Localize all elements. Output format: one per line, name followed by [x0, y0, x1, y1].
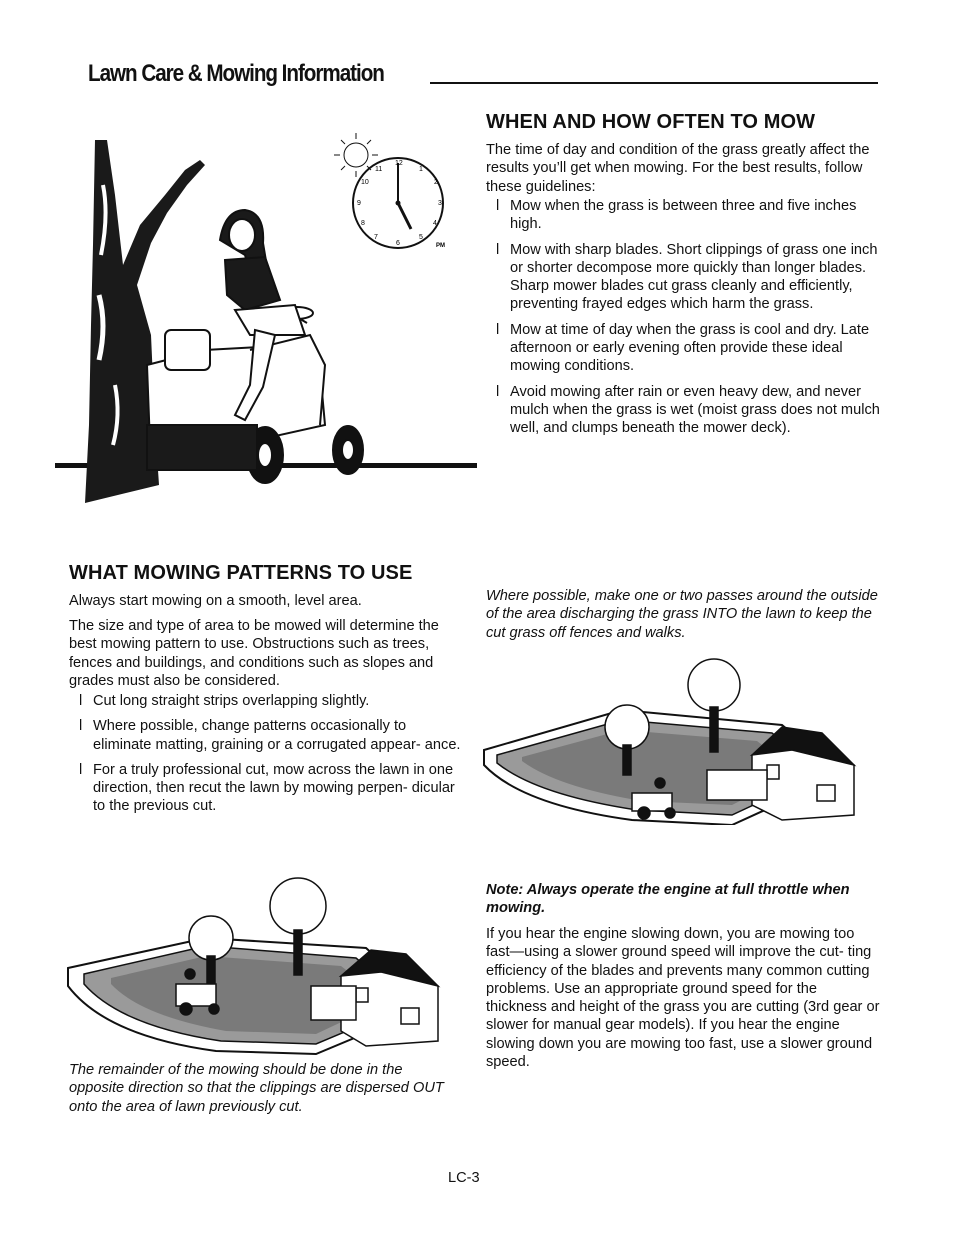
- list-item-text: Where possible, change patterns occasionally to eliminate matting, graining or a corrugated appear- ance.: [93, 718, 461, 753]
- list-item-text: Mow when the grass is between three and five inches high.: [510, 198, 857, 233]
- bullet-marker: l: [79, 693, 83, 709]
- list-item-text: For a truly professional cut, mow across the lawn in one direction, then recut the lawn by mowing perpen- dicular to the previous cut.: [93, 761, 455, 815]
- clock-num: 6: [396, 240, 400, 247]
- list-item-text: Mow with sharp blades. Short clippings of grass one inch or shorter decompose more quickly than longer blades. Sharp mower blades cut grass cleanly and efficiently, preventing frayed edges which harm the grass.: [510, 241, 878, 313]
- caption-outside-passes: Where possible, make one or two passes around the outside of the area discharging the grass INTO the lawn to keep the cut grass off fences and walks.: [486, 588, 878, 641]
- clock-num: 3: [438, 200, 442, 207]
- page-number: LC-3: [448, 1170, 480, 1186]
- list-item: [486, 241, 882, 314]
- when-heading: WHEN AND HOW OFTEN TO MOW: [486, 111, 816, 133]
- clock-period: PM: [436, 243, 445, 249]
- patterns-body: The size and type of area to be mowed will determine the best mowing pattern to use. Obstructions such as trees, fences and buildings, and conditions such as slopes and grades must also be considered.: [69, 618, 439, 689]
- clock-num: 9: [357, 200, 361, 207]
- list-item: [69, 717, 463, 754]
- lawn-pattern-outside-illustration: [482, 655, 858, 825]
- list-item-text: Mow at time of day when the grass is cool and dry. Late afternoon or early evening often provide these ideal mowing conditions.: [510, 321, 870, 375]
- page-title: Lawn Care & Mowing Information: [88, 60, 384, 87]
- clock-num: 12: [395, 160, 403, 167]
- clock-icon: [353, 158, 445, 249]
- bullet-marker: l: [79, 761, 83, 778]
- bullet-marker: l: [496, 241, 500, 258]
- clock-num: 5: [419, 234, 423, 241]
- clock-num: 7: [374, 234, 378, 241]
- list-item: [486, 321, 882, 376]
- hedge-icon: [707, 770, 767, 800]
- patterns-intro: Always start mowing on a smooth, level area.: [69, 593, 362, 609]
- title-rule: [430, 82, 878, 84]
- bullet-marker: l: [496, 198, 500, 214]
- clock-num: 11: [375, 166, 383, 173]
- list-item: [69, 761, 463, 816]
- when-intro: The time of day and condition of the grass greatly affect the results you’ll get when mowing. For the best results, follow these guidelines:: [486, 142, 870, 195]
- throttle-note: Note: Always operate the engine at full throttle when mowing.: [486, 882, 850, 917]
- lawn-pattern-inside-illustration: [66, 876, 441, 1056]
- bullet-marker: l: [496, 383, 500, 400]
- bullet-marker: l: [79, 718, 83, 735]
- clock-num: 8: [361, 220, 365, 227]
- clock-num: 4: [433, 220, 437, 227]
- rider-under-tree-illustration: [55, 125, 480, 505]
- when-bullet-list: [486, 197, 882, 438]
- list-item-text: Cut long straight strips overlapping slightly.: [93, 693, 370, 709]
- clock-num: 10: [361, 179, 369, 186]
- hedge-icon: [311, 986, 356, 1020]
- list-item: [486, 197, 882, 234]
- list-item-text: Avoid mowing after rain or even heavy dew, and never mulch when the grass is wet (moist grass does not mulch well, and clumps beneath the mower deck).: [510, 383, 880, 437]
- page-header: [88, 60, 878, 92]
- bullet-marker: l: [496, 321, 500, 338]
- clock-num: 2: [434, 179, 438, 186]
- throttle-body: If you hear the engine slowing down, you are mowing too fast—using a slower ground speed will improve the cut- ting efficiency of the blades and prevents many common cutting problems. Use an appropriate ground speed for the thickness and height of the grass you are cutting (3rd gear or slower for manual gear models). If you hear the engine slowing down you are mowing too fast, use a slower ground speed.: [486, 926, 880, 1071]
- caption-remainder: The remainder of the mowing should be done in the opposite direction so that the clippings are dispersed OUT onto the area of lawn previously cut.: [69, 1062, 444, 1115]
- patterns-bullet-list: [69, 692, 463, 816]
- list-item: [486, 383, 882, 438]
- list-item: [69, 692, 463, 710]
- clock-num: 1: [419, 166, 423, 173]
- patterns-heading: WHAT MOWING PATTERNS TO USE: [69, 562, 413, 584]
